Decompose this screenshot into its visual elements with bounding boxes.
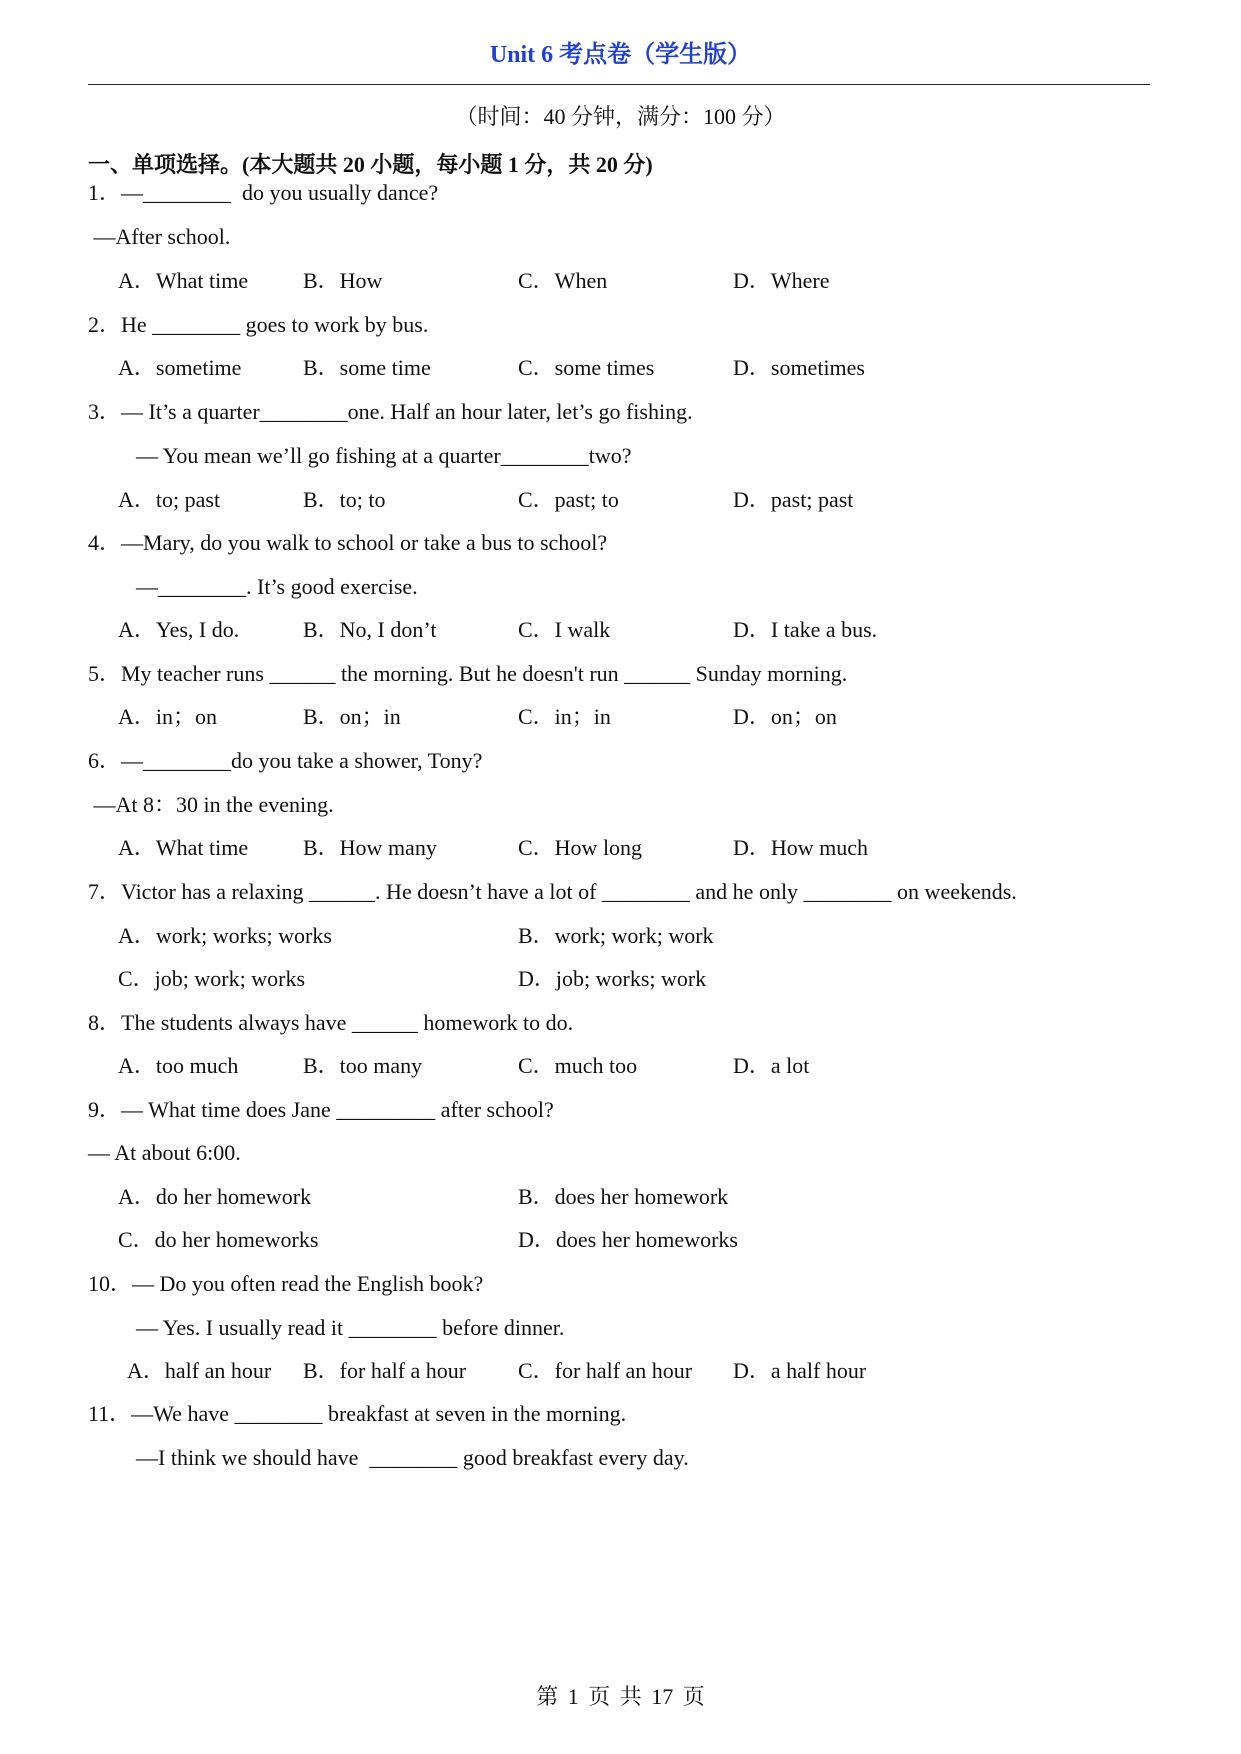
- option-a: A．work; works; works: [118, 923, 332, 948]
- option-d: D．Where: [733, 268, 830, 293]
- option-b: B．some time: [303, 355, 431, 380]
- question-line: —After school.: [88, 224, 231, 249]
- option-b: B．work; work; work: [518, 923, 714, 948]
- option-b: B．How many: [303, 835, 437, 860]
- header-rule: [88, 84, 1150, 85]
- question-line: —________. It’s good exercise.: [136, 574, 418, 599]
- option-d: D．I take a bus.: [733, 617, 878, 642]
- section-heading: 一、单项选择。(本大题共 20 小题，每小题 1 分，共 20 分): [88, 152, 653, 177]
- question-line: — You mean we’ll go fishing at a quarter________two?: [136, 443, 632, 468]
- page-title: Unit 6 考点卷（学生版）: [489, 42, 752, 68]
- question-line: —At 8：30 in the evening.: [88, 792, 334, 817]
- question-line: 6．—________do you take a shower, Tony?: [88, 748, 483, 773]
- option-a: A．half an hour: [127, 1358, 272, 1383]
- option-d: D．on；on: [733, 704, 837, 729]
- option-b: B．does her homework: [518, 1184, 729, 1209]
- option-b: B．No, I don’t: [303, 617, 437, 642]
- option-c: C．How long: [518, 835, 643, 860]
- option-a: A．Yes, I do.: [118, 617, 240, 642]
- question-line: 3．— It’s a quarter________one. Half an hour later, let’s go fishing.: [88, 399, 693, 424]
- option-c: C．past; to: [518, 487, 619, 512]
- option-b: B．for half a hour: [303, 1358, 467, 1383]
- option-c: C．I walk: [518, 617, 611, 642]
- option-c: C．job; work; works: [118, 966, 306, 991]
- option-d: D．sometimes: [733, 355, 865, 380]
- question-line: 4．—Mary, do you walk to school or take a bus to school?: [88, 530, 608, 555]
- question-line: 11．—We have ________ breakfast at seven in the morning.: [88, 1401, 627, 1426]
- question-line: — At about 6:00.: [88, 1140, 241, 1165]
- option-a: A．to; past: [118, 487, 221, 512]
- option-d: D．job; works; work: [518, 966, 707, 991]
- option-a: A．in；on: [118, 704, 218, 729]
- exam-subtitle: （时间：40 分钟，满分：100 分）: [455, 104, 786, 129]
- option-b: B．How: [303, 268, 383, 293]
- option-d: D．does her homeworks: [518, 1227, 738, 1252]
- option-d: D．a lot: [733, 1053, 810, 1078]
- option-a: A．do her homework: [118, 1184, 312, 1209]
- question-line: 8．The students always have ______ homework to do.: [88, 1010, 574, 1035]
- question-line: —I think we should have ________ good breakfast every day.: [136, 1445, 689, 1470]
- option-c: C．When: [518, 268, 608, 293]
- question-line: 5．My teacher runs ______ the morning. But he doesn't run ______ Sunday morning.: [88, 661, 848, 686]
- question-line: 1．—________ do you usually dance?: [88, 180, 439, 205]
- option-a: A．too much: [118, 1053, 239, 1078]
- option-c: C．do her homeworks: [118, 1227, 319, 1252]
- option-a: A．What time: [118, 268, 249, 293]
- option-b: B．too many: [303, 1053, 423, 1078]
- option-c: C．much too: [518, 1053, 638, 1078]
- option-d: D．past; past: [733, 487, 854, 512]
- option-d: D．a half hour: [733, 1358, 867, 1383]
- question-line: 10．— Do you often read the English book?: [88, 1271, 484, 1296]
- option-b: B．to; to: [303, 487, 386, 512]
- option-d: D．How much: [733, 835, 869, 860]
- question-line: 7．Victor has a relaxing ______. He doesn’t have a lot of ________ and he only ________ on weekends.: [88, 879, 1017, 904]
- option-c: C．some times: [518, 355, 655, 380]
- question-line: 9．— What time does Jane _________ after school?: [88, 1097, 554, 1122]
- question-line: 2．He ________ goes to work by bus.: [88, 312, 429, 337]
- page-number: 第 1 页 共 17 页: [536, 1684, 705, 1709]
- option-a: A．sometime: [118, 355, 242, 380]
- option-a: A．What time: [118, 835, 249, 860]
- question-line: — Yes. I usually read it ________ before dinner.: [136, 1315, 565, 1340]
- option-c: C．for half an hour: [518, 1358, 693, 1383]
- option-b: B．on；in: [303, 704, 401, 729]
- option-c: C．in；in: [518, 704, 611, 729]
